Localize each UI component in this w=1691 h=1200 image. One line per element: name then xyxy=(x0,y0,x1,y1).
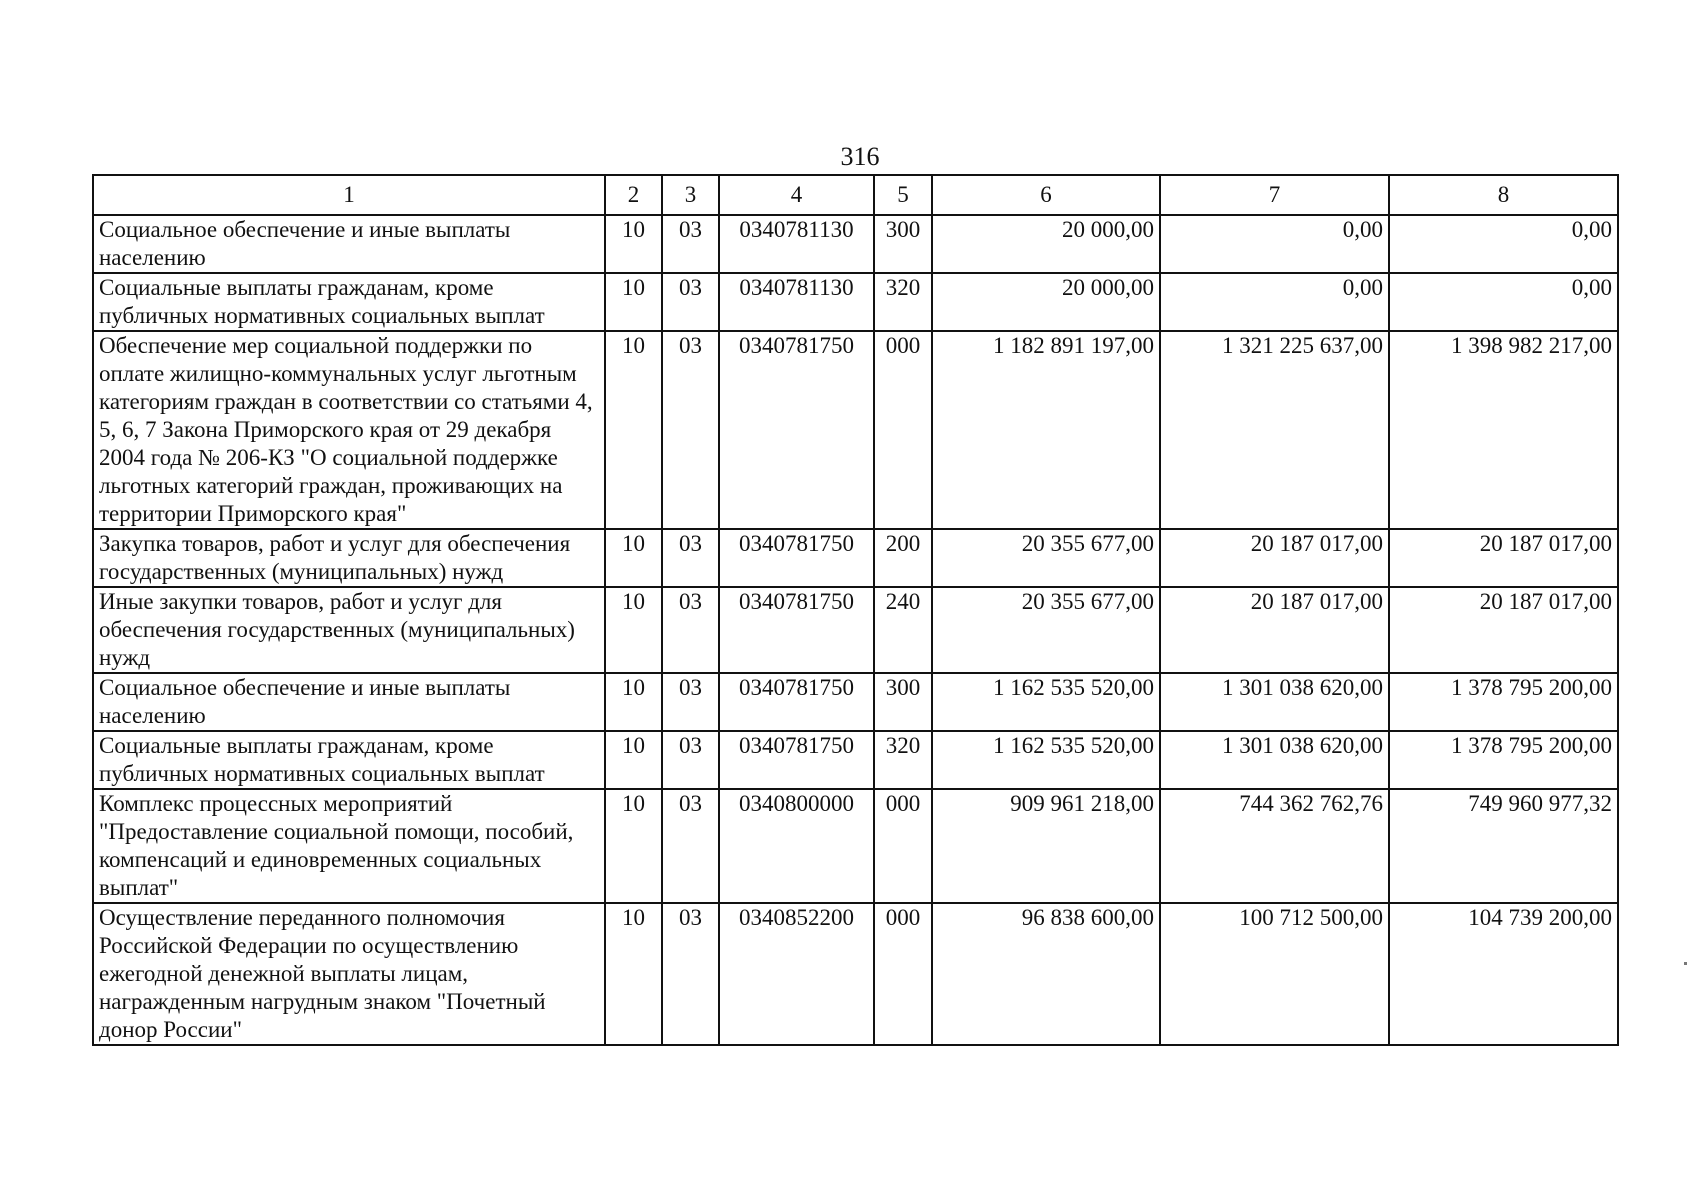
row-subsection: 03 xyxy=(662,789,719,903)
row-name: Комплекс процессных мероприятий "Предоставление социальной помощи, пособий, компенсаций и единовременных социальных выплат" xyxy=(93,789,605,903)
row-expense-type: 000 xyxy=(874,903,932,1045)
row-amount-year-2: 1 301 038 620,00 xyxy=(1160,731,1389,789)
row-subsection: 03 xyxy=(662,903,719,1045)
row-amount-year-3: 749 960 977,32 xyxy=(1389,789,1618,903)
row-amount-year-1: 20 000,00 xyxy=(932,215,1160,273)
row-amount-year-1: 1 162 535 520,00 xyxy=(932,673,1160,731)
column-header-section: 2 xyxy=(605,175,662,215)
row-target-article: 0340781750 xyxy=(719,529,874,587)
row-section: 10 xyxy=(605,215,662,273)
row-amount-year-1: 20 355 677,00 xyxy=(932,587,1160,673)
row-expense-type: 300 xyxy=(874,215,932,273)
table-row xyxy=(93,789,1618,903)
row-expense-type: 200 xyxy=(874,529,932,587)
row-target-article: 0340800000 xyxy=(719,789,874,903)
row-expense-type: 000 xyxy=(874,789,932,903)
page-number: 316 xyxy=(840,142,880,171)
row-amount-year-1: 96 838 600,00 xyxy=(932,903,1160,1045)
row-expense-type: 000 xyxy=(874,331,932,529)
row-amount-year-2: 100 712 500,00 xyxy=(1160,903,1389,1045)
row-amount-year-3: 20 187 017,00 xyxy=(1389,529,1618,587)
row-expense-type: 320 xyxy=(874,731,932,789)
row-expense-type: 300 xyxy=(874,673,932,731)
row-expense-type: 320 xyxy=(874,273,932,331)
row-amount-year-3: 104 739 200,00 xyxy=(1389,903,1618,1045)
table-row xyxy=(93,273,1618,331)
row-target-article: 0340781750 xyxy=(719,673,874,731)
table-row xyxy=(93,587,1618,673)
row-amount-year-3: 0,00 xyxy=(1389,273,1618,331)
row-amount-year-3: 1 378 795 200,00 xyxy=(1389,731,1618,789)
row-amount-year-2: 20 187 017,00 xyxy=(1160,529,1389,587)
row-section: 10 xyxy=(605,673,662,731)
column-header-year-3: 8 xyxy=(1389,175,1618,215)
row-amount-year-1: 1 182 891 197,00 xyxy=(932,331,1160,529)
header-row xyxy=(93,175,1618,215)
column-header-target-article: 4 xyxy=(719,175,874,215)
row-section: 10 xyxy=(605,903,662,1045)
row-name: Обеспечение мер социальной поддержки по оплате жилищно-коммунальных услуг льготным категориям граждан в соответствии со статьями 4, 5, 6, 7 Закона Приморского края от 29 декабря 2004 года № 206-КЗ "О социальной поддержке льготных категорий граждан, проживающих на территории Приморского края" xyxy=(93,331,605,529)
row-section: 10 xyxy=(605,731,662,789)
table-row xyxy=(93,331,1618,529)
row-target-article: 0340781750 xyxy=(719,331,874,529)
row-amount-year-3: 1 398 982 217,00 xyxy=(1389,331,1618,529)
row-name: Социальное обеспечение и иные выплаты населению xyxy=(93,673,605,731)
row-subsection: 03 xyxy=(662,331,719,529)
row-name: Осуществление переданного полномочия Российской Федерации по осуществлению ежегодной денежной выплаты лицам, награжденным нагрудным знаком "Почетный донор России" xyxy=(93,903,605,1045)
column-header-year-1: 6 xyxy=(932,175,1160,215)
table-row xyxy=(93,215,1618,273)
table-row xyxy=(93,673,1618,731)
scan-artifact-dot xyxy=(1684,962,1687,965)
row-amount-year-1: 20 355 677,00 xyxy=(932,529,1160,587)
row-amount-year-3: 20 187 017,00 xyxy=(1389,587,1618,673)
row-name: Социальные выплаты гражданам, кроме публичных нормативных социальных выплат xyxy=(93,273,605,331)
row-section: 10 xyxy=(605,587,662,673)
row-subsection: 03 xyxy=(662,731,719,789)
table-row xyxy=(93,903,1618,1045)
row-amount-year-1: 20 000,00 xyxy=(932,273,1160,331)
table-row xyxy=(93,731,1618,789)
row-section: 10 xyxy=(605,789,662,903)
row-name: Закупка товаров, работ и услуг для обеспечения государственных (муниципальных) нужд xyxy=(93,529,605,587)
row-amount-year-2: 744 362 762,76 xyxy=(1160,789,1389,903)
row-amount-year-3: 1 378 795 200,00 xyxy=(1389,673,1618,731)
column-header-expense-type: 5 xyxy=(874,175,932,215)
table-row xyxy=(93,529,1618,587)
row-target-article: 0340781130 xyxy=(719,273,874,331)
row-subsection: 03 xyxy=(662,215,719,273)
row-amount-year-2: 0,00 xyxy=(1160,215,1389,273)
row-subsection: 03 xyxy=(662,673,719,731)
column-header-year-2: 7 xyxy=(1160,175,1389,215)
row-section: 10 xyxy=(605,529,662,587)
row-name: Иные закупки товаров, работ и услуг для обеспечения государственных (муниципальных) нужд xyxy=(93,587,605,673)
column-header-subsection: 3 xyxy=(662,175,719,215)
column-header-name: 1 xyxy=(93,175,605,215)
row-amount-year-1: 1 162 535 520,00 xyxy=(932,731,1160,789)
row-section: 10 xyxy=(605,331,662,529)
row-expense-type: 240 xyxy=(874,587,932,673)
row-amount-year-2: 1 301 038 620,00 xyxy=(1160,673,1389,731)
row-target-article: 0340781750 xyxy=(719,731,874,789)
row-subsection: 03 xyxy=(662,587,719,673)
row-name: Социальное обеспечение и иные выплаты населению xyxy=(93,215,605,273)
row-amount-year-1: 909 961 218,00 xyxy=(932,789,1160,903)
row-amount-year-2: 0,00 xyxy=(1160,273,1389,331)
row-amount-year-2: 1 321 225 637,00 xyxy=(1160,331,1389,529)
row-subsection: 03 xyxy=(662,273,719,331)
budget-table xyxy=(92,174,1619,1046)
row-subsection: 03 xyxy=(662,529,719,587)
row-name: Социальные выплаты гражданам, кроме публичных нормативных социальных выплат xyxy=(93,731,605,789)
row-target-article: 0340781130 xyxy=(719,215,874,273)
row-section: 10 xyxy=(605,273,662,331)
row-amount-year-3: 0,00 xyxy=(1389,215,1618,273)
row-amount-year-2: 20 187 017,00 xyxy=(1160,587,1389,673)
row-target-article: 0340852200 xyxy=(719,903,874,1045)
row-target-article: 0340781750 xyxy=(719,587,874,673)
